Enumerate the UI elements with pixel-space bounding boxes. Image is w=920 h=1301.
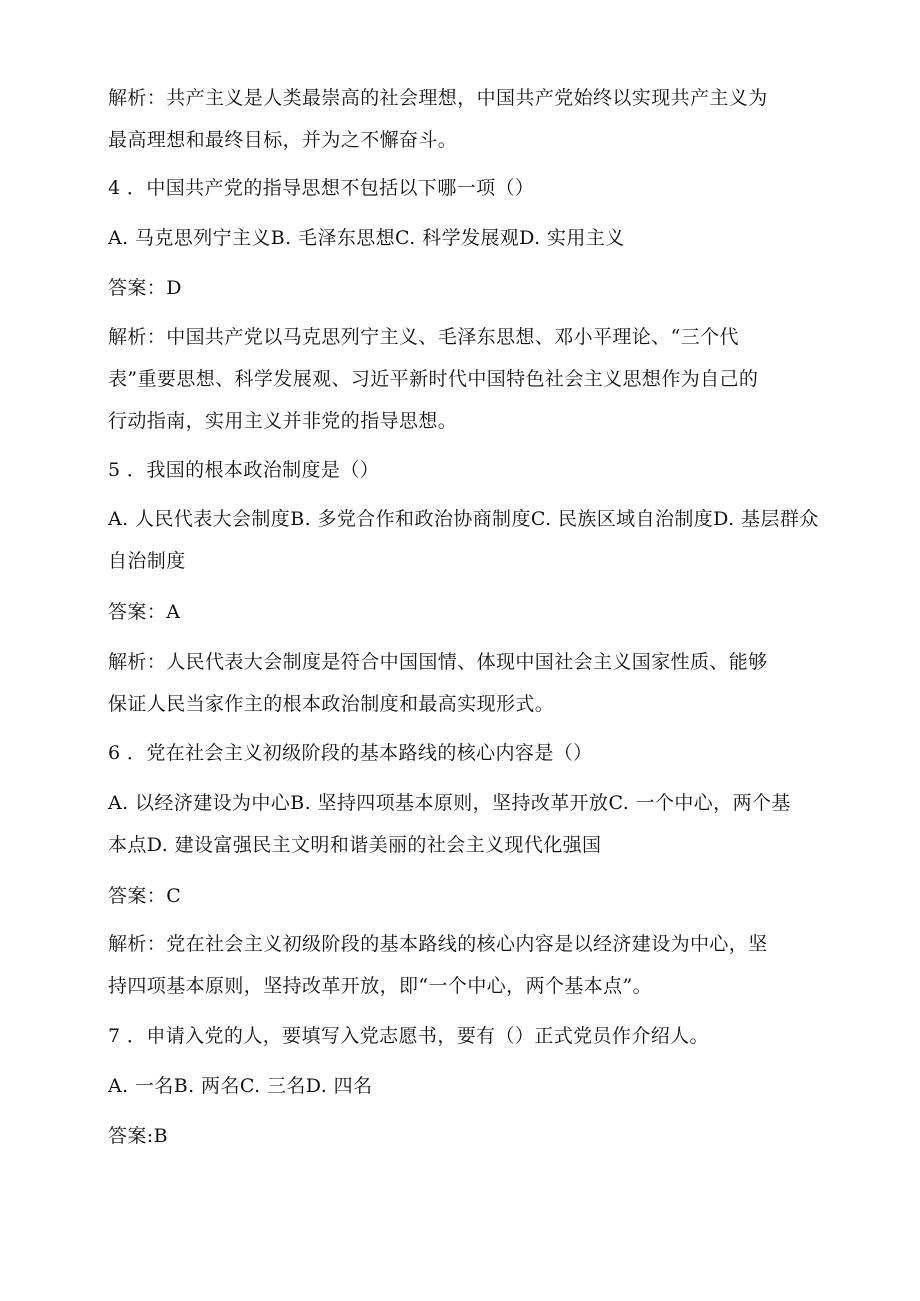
analysis-q4-line-3: 行动指南，实用主义并非党的指导思想。 — [108, 410, 458, 432]
answer-q6: 答案：C — [108, 885, 182, 907]
question-7: 7 ．申请入党的人，要填写入党志愿书，要有（）正式党员作介绍人。 — [108, 1025, 709, 1047]
options-q4: A. 马克思列宁主义B. 毛泽东思想C. 科学发展观D. 实用主义 — [108, 227, 625, 249]
options-q6-line-2: 本点D. 建设富强民主文明和谐美丽的社会主义现代化强国 — [108, 834, 602, 856]
analysis-q5-line-2: 保证人民当家作主的根本政治制度和最高实现形式。 — [108, 693, 555, 715]
analysis-q4-line-2: 表”重要思想、科学发展观、习近平新时代中国特色社会主义思想作为自己的 — [108, 368, 759, 390]
options-q6-line-1: A. 以经济建设为中心B. 坚持四项基本原则，坚持改革开放C. 一个中心，两个基 — [108, 792, 791, 814]
answer-q7: 答案:B — [108, 1125, 168, 1147]
answer-q5: 答案：A — [108, 601, 181, 623]
analysis-q3-line-2: 最高理想和最终目标，并为之不懈奋斗。 — [108, 129, 458, 151]
analysis-q5-line-1: 解析：人民代表大会制度是符合中国国情、体现中国社会主义国家性质、能够 — [108, 651, 768, 673]
analysis-q3-line-1: 解析：共产主义是人类最崇高的社会理想，中国共产党始终以实现共产主义为 — [108, 87, 768, 109]
analysis-q6-line-2: 持四项基本原则，坚持改革开放，即“一个中心，两个基本点”。 — [108, 975, 653, 997]
answer-q4: 答案：D — [108, 277, 182, 299]
options-q5-line-1: A. 人民代表大会制度B. 多党合作和政治协商制度C. 民族区域自治制度D. 基层群众 — [108, 508, 819, 530]
question-5: 5 ．我国的根本政治制度是（） — [108, 459, 380, 481]
options-q5-line-2: 自治制度 — [108, 550, 186, 572]
analysis-q6-line-1: 解析：党在社会主义初级阶段的基本路线的核心内容是以经济建设为中心，坚 — [108, 933, 768, 955]
question-6: 6 ．党在社会主义初级阶段的基本路线的核心内容是（） — [108, 742, 593, 764]
options-q7: A. 一名B. 两名C. 三名D. 四名 — [108, 1075, 373, 1097]
analysis-q4-line-1: 解析：中国共产党以马克思列宁主义、毛泽东思想、邓小平理论、“三个代 — [108, 326, 739, 348]
question-4: 4 ．中国共产党的指导思想不包括以下哪一项（） — [108, 177, 535, 199]
